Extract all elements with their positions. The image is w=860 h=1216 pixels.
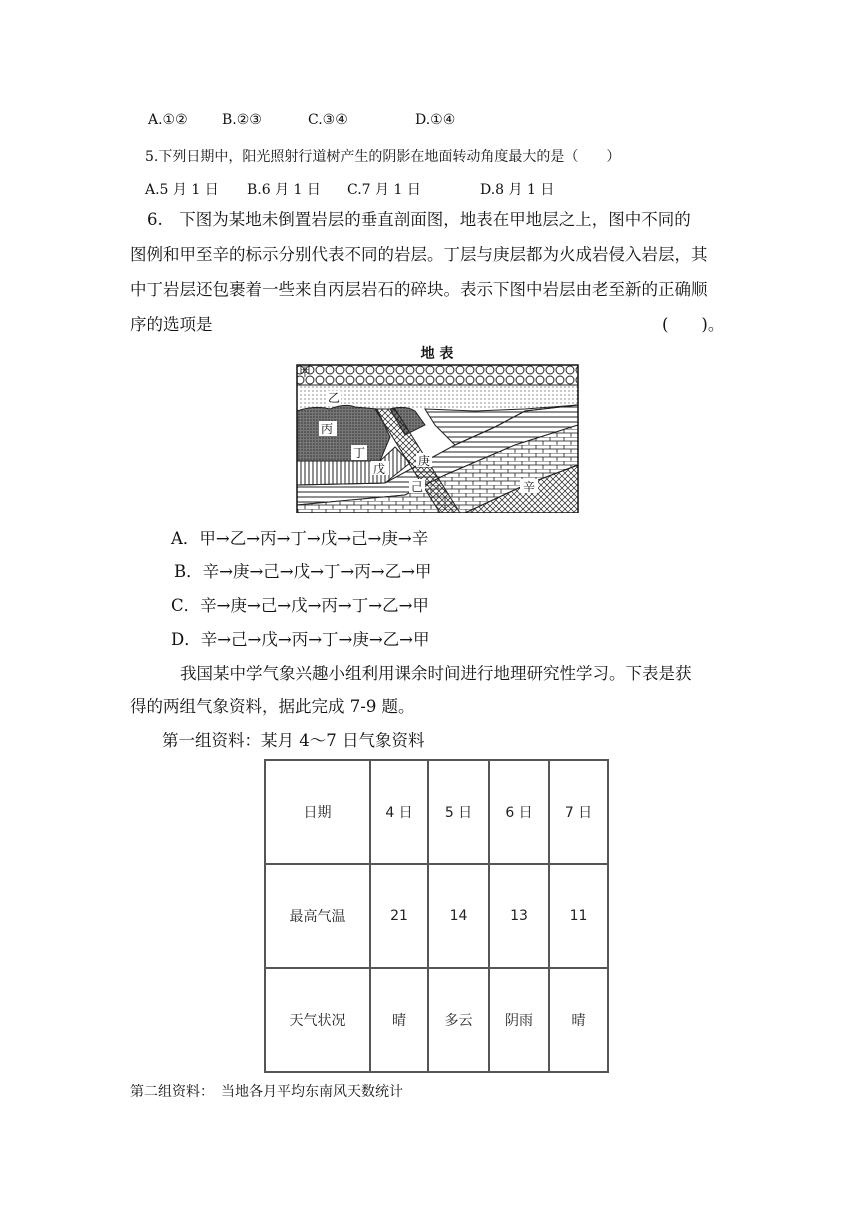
- q6-line-4: 序的选项是: [130, 315, 213, 334]
- intro-line-1: 我国某中学气象兴趣小组利用课余时间进行地理研究性学习。下表是获: [180, 664, 692, 683]
- table-cell: 最高气温: [265, 864, 370, 968]
- q6-line-2: 图例和甲至辛的标示分别代表不同的岩层。丁层与庚层都为火成岩侵入岩层，其: [130, 245, 708, 264]
- table-cell: 6 日: [489, 760, 549, 864]
- label-bing: 丙: [321, 422, 334, 436]
- rock-cross-section-figure: [295, 343, 580, 513]
- q6-option-a: A．甲→乙→丙→丁→戊→己→庚→辛: [171, 529, 429, 548]
- table-cell: 5 日: [428, 760, 489, 864]
- table-cell: 14: [428, 864, 489, 968]
- label-wu: 戊: [373, 462, 386, 476]
- table-cell: 7 日: [549, 760, 608, 864]
- table-cell: 天气状况: [265, 968, 370, 1072]
- table-cell: 阴雨: [489, 968, 549, 1072]
- q6-option-c: C．辛→庚→己→戊→丙→丁→乙→甲: [171, 596, 429, 615]
- table-cell: 日期: [265, 760, 370, 864]
- table-cell: 13: [489, 864, 549, 968]
- layer-jia: [297, 365, 578, 385]
- q5-option-a: A.5 月 1 日: [145, 182, 219, 198]
- q5-option-d: D.8 月 1 日: [480, 182, 555, 198]
- table-cell: 21: [370, 864, 428, 968]
- table-cell: 晴: [549, 968, 608, 1072]
- q6-option-d: D．辛→己→戊→丙→丁→庚→乙→甲: [171, 630, 430, 649]
- label-ding: 丁: [353, 446, 366, 460]
- label-ji: 己: [411, 480, 424, 494]
- q5-option-c: C.7 月 1 日: [347, 182, 421, 198]
- label-yi: 乙: [328, 391, 341, 405]
- rock-cross-section-svg: [295, 343, 580, 513]
- table-cell: 晴: [370, 968, 428, 1072]
- q5-option-b: B.6 月 1 日: [247, 182, 321, 198]
- intro-line-2: 得的两组气象资料，据此完成 7-9 题。: [130, 697, 415, 716]
- table-cell: 11: [549, 864, 608, 968]
- q4-option-d: D.①④: [415, 112, 456, 128]
- q4-option-b: B.②③: [222, 112, 262, 128]
- q4-option-c: C.③④: [308, 112, 348, 128]
- table-cell: 4 日: [370, 760, 428, 864]
- q6-line-1: 6. 下图为某地未倒置岩层的垂直剖面图，地表在甲地层之上，图中不同的: [147, 210, 691, 229]
- table-row: [265, 864, 608, 968]
- q6-line-3: 中丁岩层还包裹着一些来自丙层岩石的碎块。表示下图中岩层由老至新的正确顺: [130, 280, 708, 299]
- label-jia: 甲: [299, 365, 312, 379]
- weather-table: [264, 759, 609, 1073]
- table-row: [265, 968, 608, 1072]
- group1-caption: 第一组资料：某月 4～7 日气象资料: [162, 731, 425, 750]
- table-cell: 多云: [428, 968, 489, 1072]
- q4-option-a: A.①②: [148, 112, 188, 128]
- figure-title: 地 表: [420, 346, 454, 362]
- layer-bing: [297, 405, 390, 461]
- label-xin: 辛: [523, 480, 536, 494]
- q6-answer-bracket: ( )。: [662, 315, 725, 334]
- q6-option-b: B．辛→庚→己→戊→丁→丙→乙→甲: [174, 562, 432, 581]
- label-geng: 庚: [418, 454, 431, 468]
- group2-caption: 第二组资料： 当地各月平均东南风天数统计: [130, 1084, 403, 1100]
- table-row: [265, 760, 608, 864]
- q5-stem: 5.下列日期中，阳光照射行道树产生的阴影在地面转动角度最大的是（ ）: [145, 149, 621, 165]
